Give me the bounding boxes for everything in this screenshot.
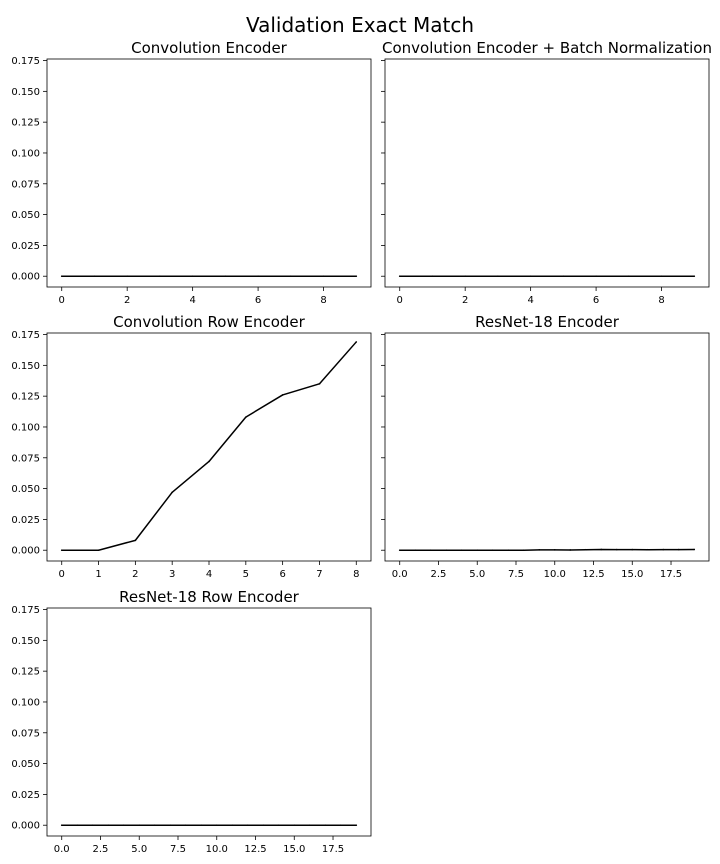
y-tick-label: 0.100 bbox=[11, 422, 40, 434]
subplot-4 bbox=[381, 313, 709, 580]
x-tick-label: 15.0 bbox=[621, 569, 644, 580]
x-tick-label: 3 bbox=[168, 569, 176, 580]
axes-frame bbox=[47, 59, 371, 287]
x-tick-label: 7 bbox=[316, 569, 323, 580]
y-tick-label: 0.050 bbox=[11, 484, 40, 496]
y-tick-label: 0.025 bbox=[11, 514, 40, 526]
data-point bbox=[94, 275, 96, 277]
x-tick-label: 2 bbox=[461, 295, 469, 306]
x-tick-label: 0.0 bbox=[53, 844, 70, 855]
data-point bbox=[661, 275, 663, 277]
data-point bbox=[530, 275, 532, 277]
data-point bbox=[126, 275, 128, 277]
data-point bbox=[497, 275, 499, 277]
x-tick-label: 7.5 bbox=[508, 569, 524, 580]
x-tick-label: 5.0 bbox=[131, 844, 148, 855]
data-point bbox=[208, 461, 210, 463]
data-point bbox=[414, 549, 416, 551]
x-tick-label: 17.5 bbox=[321, 844, 345, 855]
x-tick-label: 15.0 bbox=[283, 844, 306, 855]
y-tick-label: 0.125 bbox=[11, 391, 40, 403]
axes-frame bbox=[385, 59, 709, 287]
data-point bbox=[355, 341, 357, 343]
data-point bbox=[340, 824, 342, 826]
data-point bbox=[257, 275, 259, 277]
y-tick-label: 0.025 bbox=[11, 789, 40, 801]
data-point bbox=[464, 275, 466, 277]
y-tick-label: 0.075 bbox=[11, 453, 40, 465]
subplot-title: ResNet-18 Encoder bbox=[475, 313, 619, 331]
x-tick-label: 2.5 bbox=[430, 569, 447, 580]
data-point bbox=[430, 549, 432, 551]
x-tick-label: 6 bbox=[592, 295, 600, 306]
y-tick-label: 0.175 bbox=[11, 605, 40, 617]
x-tick-label: 10.0 bbox=[205, 844, 228, 855]
x-tick-label: 1 bbox=[95, 569, 102, 580]
y-tick-label: 0.175 bbox=[11, 330, 40, 342]
data-point bbox=[216, 824, 218, 826]
data-point bbox=[647, 549, 649, 551]
data-point bbox=[61, 824, 63, 826]
y-tick-label: 0.175 bbox=[11, 56, 40, 68]
x-tick-label: 7.5 bbox=[170, 844, 186, 855]
data-point bbox=[355, 275, 357, 277]
data-point bbox=[61, 549, 63, 551]
data-point bbox=[445, 549, 447, 551]
data-point bbox=[523, 549, 525, 551]
y-tick-label: 0.150 bbox=[11, 635, 40, 647]
subplot-title: Convolution Encoder bbox=[131, 39, 287, 57]
y-tick-label: 0.000 bbox=[11, 271, 40, 283]
data-point bbox=[323, 275, 325, 277]
data-point bbox=[98, 549, 100, 551]
x-tick-label: 8 bbox=[353, 569, 360, 580]
data-point bbox=[135, 540, 137, 542]
data-point bbox=[159, 275, 161, 277]
y-tick-label: 0.000 bbox=[11, 545, 40, 557]
y-tick-label: 0.050 bbox=[11, 759, 40, 771]
subplot-1 bbox=[11, 39, 371, 306]
x-tick-label: 6 bbox=[254, 295, 262, 306]
subplot-title: ResNet-18 Row Encoder bbox=[119, 588, 299, 606]
data-point bbox=[569, 549, 571, 551]
data-point bbox=[355, 824, 357, 826]
x-tick-label: 10.0 bbox=[543, 569, 566, 580]
data-point bbox=[324, 824, 326, 826]
data-point bbox=[185, 824, 187, 826]
data-point bbox=[61, 275, 63, 277]
figure-title: Validation Exact Match bbox=[245, 13, 475, 37]
data-point bbox=[678, 549, 680, 551]
data-point bbox=[628, 275, 630, 277]
axes-frame bbox=[47, 608, 371, 836]
subplot-title: Convolution Row Encoder bbox=[113, 313, 305, 331]
data-point bbox=[319, 383, 321, 385]
y-tick-label: 0.075 bbox=[11, 728, 40, 740]
y-tick-label: 0.150 bbox=[11, 86, 40, 98]
data-point bbox=[123, 824, 125, 826]
x-tick-label: 2 bbox=[132, 569, 139, 580]
series-line bbox=[400, 549, 695, 550]
data-point bbox=[662, 549, 664, 551]
data-point bbox=[245, 416, 247, 418]
x-tick-label: 8 bbox=[320, 295, 327, 306]
y-tick-label: 0.100 bbox=[11, 697, 40, 709]
data-point bbox=[538, 549, 540, 551]
data-point bbox=[399, 549, 401, 551]
data-point bbox=[282, 394, 284, 396]
data-point bbox=[476, 549, 478, 551]
subplot-2 bbox=[381, 39, 712, 306]
x-tick-label: 5.0 bbox=[469, 569, 486, 580]
x-tick-label: 6 bbox=[279, 569, 286, 580]
x-tick-label: 8 bbox=[658, 295, 665, 306]
y-tick-label: 0.075 bbox=[11, 179, 40, 191]
series-line bbox=[62, 342, 357, 550]
y-tick-label: 0.050 bbox=[11, 210, 40, 222]
data-point bbox=[399, 275, 401, 277]
x-tick-label: 0 bbox=[58, 569, 65, 580]
data-point bbox=[554, 549, 556, 551]
data-point bbox=[492, 549, 494, 551]
x-tick-label: 17.5 bbox=[659, 569, 683, 580]
data-point bbox=[293, 824, 295, 826]
x-tick-label: 0 bbox=[396, 295, 403, 306]
data-point bbox=[693, 275, 695, 277]
x-tick-label: 0 bbox=[58, 295, 65, 306]
axes-frame bbox=[47, 333, 371, 561]
data-point bbox=[247, 824, 249, 826]
data-point bbox=[507, 549, 509, 551]
x-tick-label: 2.5 bbox=[92, 844, 109, 855]
data-point bbox=[585, 549, 587, 551]
data-point bbox=[595, 275, 597, 277]
data-point bbox=[432, 275, 434, 277]
y-tick-label: 0.000 bbox=[11, 820, 40, 832]
y-tick-label: 0.125 bbox=[11, 666, 40, 678]
data-point bbox=[290, 275, 292, 277]
data-point bbox=[200, 824, 202, 826]
data-point bbox=[563, 275, 565, 277]
data-point bbox=[192, 275, 194, 277]
y-tick-label: 0.100 bbox=[11, 148, 40, 160]
data-point bbox=[616, 549, 618, 551]
x-tick-label: 12.5 bbox=[244, 844, 267, 855]
x-tick-label: 4 bbox=[205, 569, 213, 580]
x-tick-label: 12.5 bbox=[582, 569, 605, 580]
data-point bbox=[600, 549, 602, 551]
x-tick-label: 2 bbox=[123, 295, 131, 306]
data-point bbox=[262, 824, 264, 826]
data-point bbox=[693, 549, 695, 551]
subplot-5 bbox=[11, 588, 371, 855]
y-tick-label: 0.025 bbox=[11, 240, 40, 252]
axes-frame bbox=[385, 333, 709, 561]
data-point bbox=[171, 491, 173, 493]
data-point bbox=[225, 275, 227, 277]
subplot-3 bbox=[11, 313, 371, 580]
x-tick-label: 4 bbox=[527, 295, 534, 306]
data-point bbox=[231, 824, 233, 826]
x-tick-label: 5 bbox=[242, 569, 250, 580]
data-point bbox=[107, 824, 109, 826]
y-tick-label: 0.125 bbox=[11, 117, 40, 129]
data-point bbox=[631, 549, 633, 551]
data-point bbox=[278, 824, 280, 826]
x-tick-label: 4 bbox=[189, 295, 196, 306]
data-point bbox=[169, 824, 171, 826]
x-tick-label: 0.0 bbox=[391, 569, 408, 580]
data-point bbox=[76, 824, 78, 826]
data-point bbox=[309, 824, 311, 826]
y-tick-label: 0.150 bbox=[11, 360, 40, 372]
subplot-title: Convolution Encoder + Batch Normalization bbox=[382, 39, 712, 57]
data-point bbox=[461, 549, 463, 551]
data-point bbox=[154, 824, 156, 826]
data-point bbox=[138, 824, 140, 826]
data-point bbox=[92, 824, 94, 826]
